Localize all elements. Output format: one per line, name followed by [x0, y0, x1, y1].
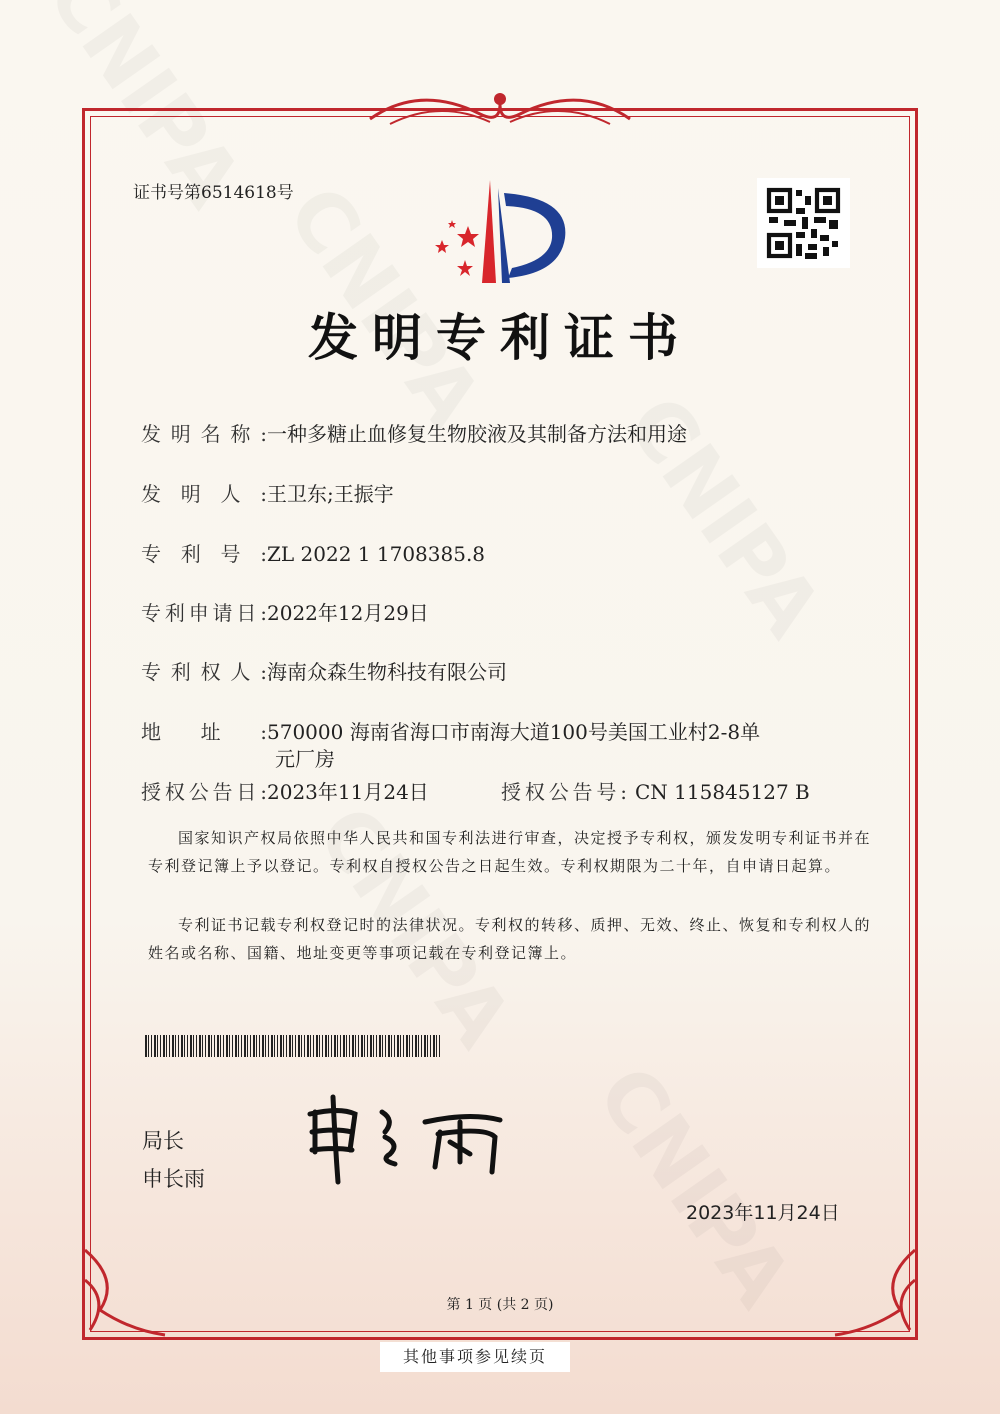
cnipa-logo: [430, 178, 575, 288]
signatory-block: [142, 1122, 205, 1198]
continuation-note: 其他事项参见续页: [380, 1342, 570, 1372]
field-value: 2022年12月29日: [267, 601, 429, 625]
field-value: 570000 海南省海口市南海大道100号美国工业村2-8单: [267, 720, 761, 744]
field-label: 发明名称:: [141, 422, 267, 446]
field-grant-number: [501, 776, 810, 805]
field-inventors: [141, 478, 394, 507]
signatory-name: 申长雨: [142, 1167, 205, 1191]
field-patent-number: [141, 538, 485, 567]
field-label: 授权公告号:: [501, 780, 627, 804]
field-value: 2023年11月24日: [267, 780, 429, 804]
statement-paragraph: 专利证书记载专利权登记时的法律状况。专利权的转移、质押、无效、终止、恢复和专利权人的姓名或名称、国籍、地址变更等事项记载在专利登记簿上。: [148, 916, 872, 962]
signatory-title: 局长: [142, 1129, 184, 1153]
corner-ornament-left: [80, 1240, 170, 1340]
field-value: 一种多糖止血修复生物胶液及其制备方法和用途: [267, 422, 687, 446]
issue-date: 2023年11月24日: [686, 1202, 840, 1224]
qr-code[interactable]: [757, 178, 850, 268]
field-value: CN 115845127 B: [635, 780, 810, 804]
handwritten-signature: [300, 1092, 515, 1187]
field-label: 专利权人:: [141, 660, 267, 684]
field-label: 授权公告日:: [141, 780, 267, 804]
statement-paragraph: 国家知识产权局依照中华人民共和国专利法进行审查，决定授予专利权，颁发发明专利证书并在专利登记簿上予以登记。专利权自授权公告之日起生效。专利权期限为二十年，自申请日起算。: [148, 829, 872, 875]
barcode: [145, 1035, 440, 1057]
field-address: [141, 716, 760, 745]
page-indicator: 第 1 页 (共 2 页): [446, 1297, 554, 1313]
field-label: 专利号:: [141, 542, 267, 566]
field-label: 发明人:: [141, 482, 267, 506]
field-label: 专利申请日:: [141, 601, 267, 625]
field-label: 地址:: [141, 720, 267, 744]
field-value: 海南众森生物科技有限公司: [267, 660, 507, 684]
field-value: ZL 2022 1 1708385.8: [267, 542, 486, 566]
field-application-date: [141, 597, 429, 626]
certificate-title: 发明专利证书: [308, 308, 692, 367]
corner-ornament-right: [830, 1240, 920, 1340]
field-value: 王卫东;王振宇: [267, 482, 394, 506]
certificate-number: 证书号第6514618号: [133, 183, 294, 203]
field-grant-date: [141, 776, 429, 805]
field-address-line2: 元厂房: [275, 747, 335, 771]
field-invention-name: [141, 418, 687, 447]
field-patentee: [141, 656, 507, 685]
top-ornament: [360, 84, 640, 134]
